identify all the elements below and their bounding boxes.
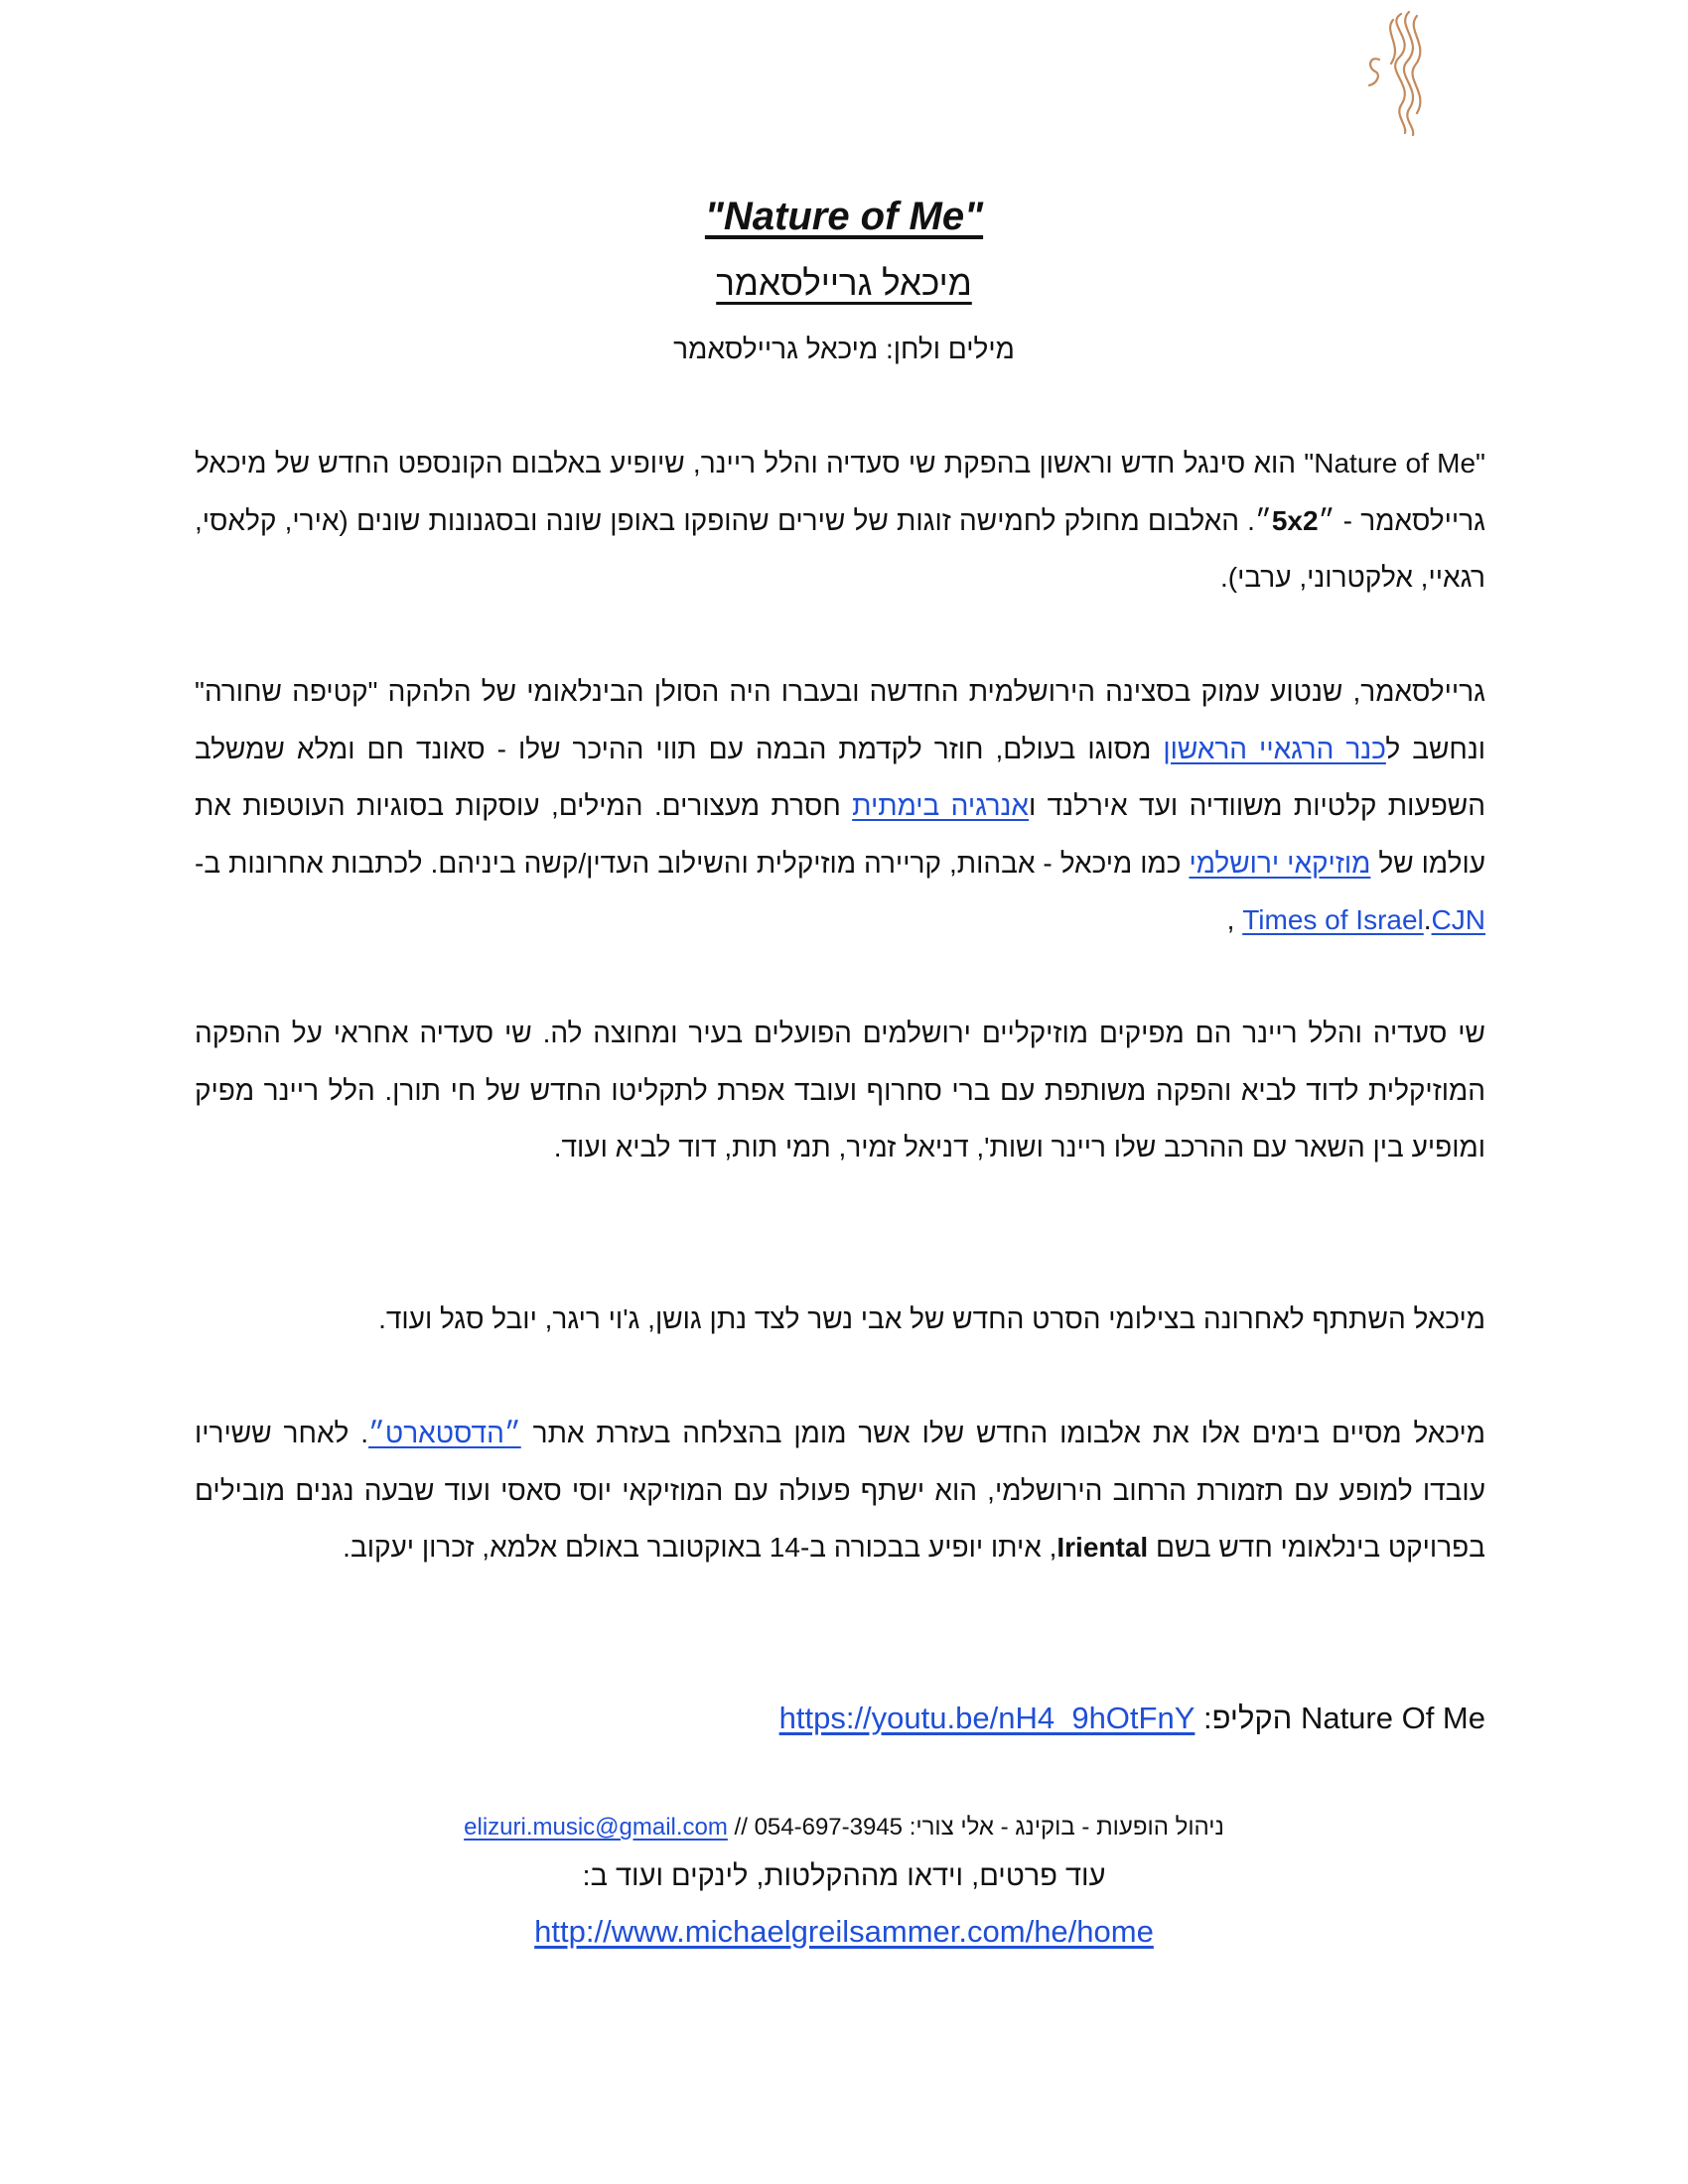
headstart-link[interactable]: ״הדסטארט״ bbox=[368, 1418, 521, 1448]
booking-email-link[interactable]: elizuri.music@gmail.com bbox=[464, 1814, 728, 1841]
text-run: גריילסאמר, שנטוע עמוק בסצינה הירושלמית החדשה ובעברו היה הסולן הבינלאומי של הלהקה "קטיפה שחורה" ונחשב ל bbox=[195, 676, 1485, 764]
more-info-text: עוד פרטים, וידאו מההקלטות, לינקים ועוד ב: bbox=[582, 1860, 1106, 1892]
youtube-clip-link[interactable]: https://youtu.be/nH4_9hOtFnY bbox=[778, 1701, 1196, 1735]
text-run: , bbox=[1226, 904, 1243, 935]
project-name: Iriental bbox=[1056, 1532, 1149, 1563]
text-run: מסוגו בעולם, חוזר לקדמת הבמה עם תווי ההיכר שלו - סאונד חם ומלא שמשלב השפעות קלטיות משוודיה ועד אירלנד ו bbox=[195, 733, 1485, 821]
clip-label-en: Nature Of Me bbox=[1300, 1701, 1485, 1735]
website-link[interactable]: http://www.michaelgreilsammer.com/he/home bbox=[534, 1914, 1154, 1949]
paragraph-bio bbox=[195, 663, 1485, 949]
booking-text: ניהול הופעות - בוקינג - אלי צורי: 054-697-3945 // bbox=[727, 1814, 1224, 1841]
song-credits: מילים ולחן: מיכאל גריילסאמר bbox=[673, 334, 1015, 364]
song-name-text: "Nature of Me" bbox=[1304, 448, 1485, 478]
clip-line bbox=[195, 1690, 1485, 1747]
text-run: . לאחר ששיריו עובדו למופע עם תזמורת הרחוב הירושלמי, הוא ישתף פעולה עם המוזיקאי יוסי סאסי ועוד שבעה נגנים מובילים בפרויקט בינלאומי חדש בשם bbox=[195, 1418, 1485, 1563]
booking-contact bbox=[0, 1814, 1688, 1842]
page-title: "Nature of Me" bbox=[704, 195, 984, 238]
text-run: כמו מיכאל - אבהות, קריירה מוזיקלית והשילוב העדין/קשה ביניהם. לכתבות אחרונות ב- bbox=[195, 847, 1190, 879]
text-run: ״. האלבום מחולק לחמישה זוגות של שירים שהופקו באופן שונה ובסגנונות שונים (אירי, קלאסי, רגאיי, אלקטרוני, ערבי). bbox=[195, 504, 1485, 593]
artist-name: מיכאל גריילסאמר bbox=[716, 264, 972, 303]
text-run: , איתו יופיע בבכורה ב-14 באוקטובר באולם אלמא, זכרון יעקוב. bbox=[343, 1532, 1057, 1563]
paragraph-film: מיכאל השתתף לאחרונה בצילומי הסרט החדש של אבי נשר לצד נתן גושן, ג'וי ריגר, יובל סגל ועוד. bbox=[378, 1303, 1485, 1334]
text-run: מיכאל מסיים בימים אלו את אלבומו החדש שלו אשר מומן בהצלחה בעזרת אתר bbox=[520, 1418, 1486, 1448]
album-name: 5x2 bbox=[1271, 504, 1319, 536]
clip-label-he: הקליפ: bbox=[1195, 1701, 1301, 1735]
paragraph-intro bbox=[195, 435, 1485, 607]
text-run: הוא סינגל חדש וראשון בהפקת שי סעדיה והלל ריינר, שיופיע באלבום הקונספט החדש של מיכאל גריילסאמר - ״ bbox=[195, 448, 1485, 536]
text-run: חסרת מעצורים. המילים, עוסקות בסוגיות העוטפות את עולמו של bbox=[195, 790, 1486, 879]
signature-logo-icon bbox=[1355, 6, 1435, 137]
cjn-link[interactable]: CJN bbox=[1431, 904, 1485, 935]
paragraph-album bbox=[195, 1405, 1485, 1576]
jerusalem-musician-link[interactable]: מוזיקאי ירושלמי bbox=[1189, 847, 1371, 879]
stage-energy-link[interactable]: אנרגיה בימתית bbox=[852, 790, 1029, 821]
paragraph-producers: שי סעדיה והלל ריינר הם מפיקים מוזיקליים ירושלמים הפועלים בעיר ומחוצה לה. שי סעדיה אחראי על ההפקה המוזיקלית לדוד לביא והפקה משותפת עם ברי סחרוף ועובד אפרת לתקליטו החדש של חי תורן. הלל ריינר מפיק ומופיע בין השאר עם ההרכב שלו ריינר ושות', דניאל זמיר, תמי תות, דוד לביא ועוד. bbox=[195, 1018, 1485, 1162]
text-run: . bbox=[1423, 904, 1432, 935]
website-line bbox=[0, 1914, 1688, 1950]
times-of-israel-link[interactable]: Times of Israel bbox=[1242, 904, 1424, 935]
reggae-violinist-link[interactable]: כנר הרגאיי הראשון bbox=[1163, 733, 1386, 764]
